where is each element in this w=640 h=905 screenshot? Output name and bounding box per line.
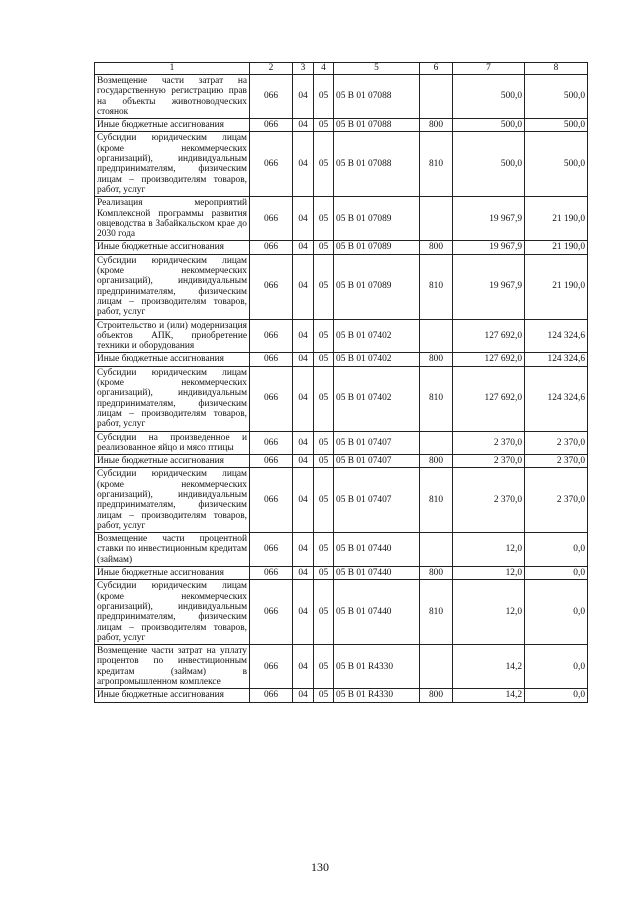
row-name: Возмещение части затрат на государственную регистрацию прав на объекты животноводческих стоянок [95,75,250,119]
table-row [95,533,588,567]
row-gr: 066 [250,580,293,645]
row-csr: 05 В 01 07402 [334,319,420,353]
row-vr [420,533,453,567]
row-pr: 05 [314,455,334,468]
row-sum2: 2 370,0 [525,431,588,455]
row-pr: 05 [314,132,334,197]
row-rz: 04 [293,468,314,533]
row-gr: 066 [250,254,293,319]
row-rz: 04 [293,241,314,254]
table-row [95,241,588,254]
row-csr: 05 В 01 07407 [334,431,420,455]
row-gr: 066 [250,132,293,197]
row-rz: 04 [293,455,314,468]
row-gr: 066 [250,197,293,241]
table-row [95,254,588,319]
col-header-1: 1 [95,63,250,75]
row-gr: 066 [250,689,293,702]
row-sum1: 127 692,0 [453,353,525,366]
row-rz: 04 [293,533,314,567]
row-csr: 05 В 01 07089 [334,241,420,254]
row-gr: 066 [250,119,293,132]
col-header-3: 3 [293,63,314,75]
col-header-2: 2 [250,63,293,75]
row-gr: 066 [250,533,293,567]
budget-table [94,62,588,703]
table-row [95,455,588,468]
row-sum1: 500,0 [453,132,525,197]
row-name: Субсидии юридическим лицам (кроме некоммерческих организаций), индивидуальным предпринимателям, физическим лицам – производителям товаров, работ, услуг [95,580,250,645]
row-pr: 05 [314,254,334,319]
table-row [95,119,588,132]
row-gr: 066 [250,75,293,119]
row-rz: 04 [293,645,314,689]
row-rz: 04 [293,353,314,366]
row-vr: 810 [420,254,453,319]
row-rz: 04 [293,132,314,197]
row-pr: 05 [314,645,334,689]
row-rz: 04 [293,119,314,132]
row-sum2: 124 324,6 [525,319,588,353]
row-csr: 05 В 01 07402 [334,366,420,431]
col-header-6: 6 [420,63,453,75]
row-gr: 066 [250,468,293,533]
table-body [95,75,588,703]
row-sum2: 500,0 [525,75,588,119]
row-vr: 800 [420,241,453,254]
row-gr: 066 [250,353,293,366]
row-vr: 800 [420,353,453,366]
table-row [95,366,588,431]
row-vr [420,75,453,119]
row-name: Иные бюджетные ассигнования [95,241,250,254]
row-vr: 800 [420,455,453,468]
row-sum1: 2 370,0 [453,468,525,533]
row-vr: 810 [420,366,453,431]
row-sum2: 124 324,6 [525,366,588,431]
table-row [95,689,588,702]
row-vr: 810 [420,132,453,197]
row-rz: 04 [293,689,314,702]
row-vr: 800 [420,567,453,580]
row-sum1: 14,2 [453,645,525,689]
row-rz: 04 [293,567,314,580]
row-pr: 05 [314,689,334,702]
row-sum1: 19 967,9 [453,197,525,241]
row-gr: 066 [250,241,293,254]
col-header-4: 4 [314,63,334,75]
row-vr [420,197,453,241]
row-pr: 05 [314,366,334,431]
table-row [95,319,588,353]
row-name: Иные бюджетные ассигнования [95,567,250,580]
row-csr: 05 В 01 07407 [334,455,420,468]
row-vr [420,431,453,455]
row-sum2: 124 324,6 [525,353,588,366]
row-name: Иные бюджетные ассигнования [95,455,250,468]
row-name: Возмещение части процентной ставки по инвестиционным кредитам (займам) [95,533,250,567]
row-csr: 05 В 01 07407 [334,468,420,533]
row-sum1: 2 370,0 [453,431,525,455]
row-sum2: 0,0 [525,567,588,580]
row-sum2: 500,0 [525,132,588,197]
row-csr: 05 В 01 07440 [334,533,420,567]
row-sum1: 127 692,0 [453,366,525,431]
row-sum1: 500,0 [453,75,525,119]
row-rz: 04 [293,580,314,645]
row-name: Строительство и (или) модернизация объектов АПК, приобретение техники и оборудования [95,319,250,353]
row-sum2: 21 190,0 [525,241,588,254]
row-name: Иные бюджетные ассигнования [95,689,250,702]
row-csr: 05 В 01 07440 [334,567,420,580]
row-name: Реализация мероприятий Комплексной программы развития овцеводства в Забайкальском крае до 2030 года [95,197,250,241]
row-rz: 04 [293,431,314,455]
row-vr: 800 [420,119,453,132]
row-sum1: 127 692,0 [453,319,525,353]
row-sum2: 500,0 [525,119,588,132]
row-sum1: 12,0 [453,580,525,645]
col-header-8: 8 [525,63,588,75]
row-pr: 05 [314,319,334,353]
table-row [95,431,588,455]
table-row [95,353,588,366]
row-gr: 066 [250,455,293,468]
row-name: Возмещение части затрат на уплату процентов по инвестиционным кредитам (займам) в агропромышленном комплексе [95,645,250,689]
row-sum1: 500,0 [453,119,525,132]
col-header-5: 5 [334,63,420,75]
row-vr [420,645,453,689]
row-pr: 05 [314,75,334,119]
table-row [95,75,588,119]
col-header-7: 7 [453,63,525,75]
row-sum2: 0,0 [525,645,588,689]
row-rz: 04 [293,319,314,353]
table-row [95,468,588,533]
row-sum2: 2 370,0 [525,468,588,533]
table-row [95,580,588,645]
row-name: Иные бюджетные ассигнования [95,119,250,132]
row-csr: 05 В 01 07440 [334,580,420,645]
row-sum1: 14,2 [453,689,525,702]
row-csr: 05 В 01 07088 [334,119,420,132]
row-sum2: 21 190,0 [525,197,588,241]
row-csr: 05 В 01 07088 [334,75,420,119]
table-row [95,132,588,197]
row-csr: 05 В 01 07402 [334,353,420,366]
row-pr: 05 [314,353,334,366]
row-sum1: 2 370,0 [453,455,525,468]
row-pr: 05 [314,241,334,254]
row-pr: 05 [314,567,334,580]
row-vr: 810 [420,468,453,533]
row-csr: 05 В 01 07088 [334,132,420,197]
row-gr: 066 [250,319,293,353]
row-vr [420,319,453,353]
row-name: Иные бюджетные ассигнования [95,353,250,366]
row-vr: 800 [420,689,453,702]
row-rz: 04 [293,366,314,431]
row-pr: 05 [314,533,334,567]
row-pr: 05 [314,468,334,533]
row-vr: 810 [420,580,453,645]
row-rz: 04 [293,75,314,119]
row-csr: 05 В 01 R4330 [334,689,420,702]
table-row [95,645,588,689]
row-sum1: 19 967,9 [453,254,525,319]
row-gr: 066 [250,645,293,689]
row-rz: 04 [293,197,314,241]
row-sum2: 21 190,0 [525,254,588,319]
table-row [95,567,588,580]
table-row [95,197,588,241]
row-name: Субсидии юридическим лицам (кроме некоммерческих организаций), индивидуальным предпринимателям, физическим лицам – производителям товаров, работ, услуг [95,254,250,319]
row-sum2: 0,0 [525,533,588,567]
row-sum2: 2 370,0 [525,455,588,468]
row-gr: 066 [250,567,293,580]
row-csr: 05 В 01 07089 [334,197,420,241]
row-gr: 066 [250,431,293,455]
header-row [95,63,588,75]
row-pr: 05 [314,197,334,241]
row-sum2: 0,0 [525,689,588,702]
page-number: 130 [311,860,329,874]
row-pr: 05 [314,119,334,132]
row-csr: 05 В 01 07089 [334,254,420,319]
row-pr: 05 [314,431,334,455]
row-sum1: 12,0 [453,533,525,567]
row-sum2: 0,0 [525,580,588,645]
row-rz: 04 [293,254,314,319]
row-name: Субсидии юридическим лицам (кроме некоммерческих организаций), индивидуальным предпринимателям, физическим лицам – производителям товаров, работ, услуг [95,468,250,533]
row-gr: 066 [250,366,293,431]
row-sum1: 19 967,9 [453,241,525,254]
row-name: Субсидии на произведенное и реализованное яйцо и мясо птицы [95,431,250,455]
row-csr: 05 В 01 R4330 [334,645,420,689]
row-name: Субсидии юридическим лицам (кроме некоммерческих организаций), индивидуальным предпринимателям, физическим лицам – производителям товаров, работ, услуг [95,132,250,197]
row-sum1: 12,0 [453,567,525,580]
row-pr: 05 [314,580,334,645]
row-name: Субсидии юридическим лицам (кроме некоммерческих организаций), индивидуальным предпринимателям, физическим лицам – производителям товаров, работ, услуг [95,366,250,431]
